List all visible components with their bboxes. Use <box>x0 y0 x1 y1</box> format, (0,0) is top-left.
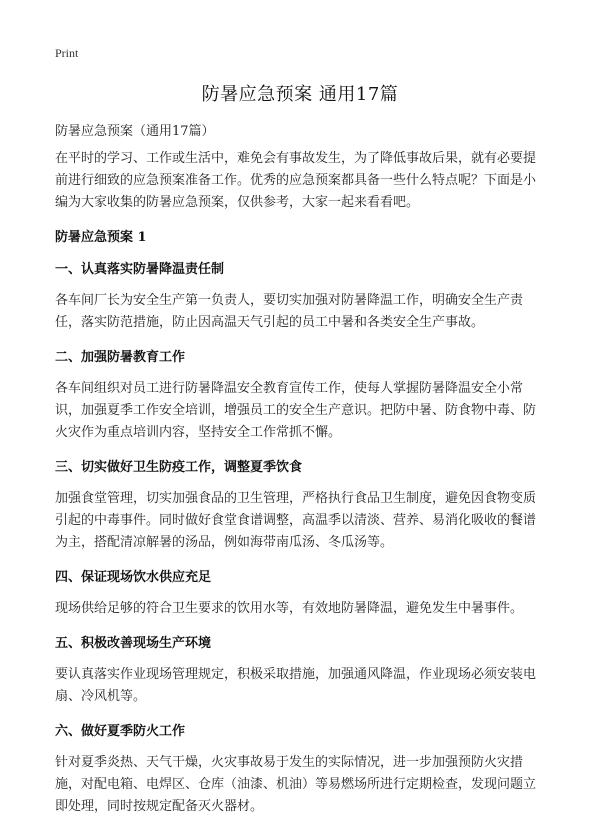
intro-paragraph: 在平时的学习、工作或生活中，难免会有事故发生，为了降低事故后果，就有必要提前进行细致的应急预案准备工作。优秀的应急预案都具备一些什么特点呢？下面是小编为大家收集的防暑应急预案，仅供参考，大家一起来看看吧。 <box>55 151 537 210</box>
section-body-3: 加强食堂管理，切实加强食品的卫生管理，严格执行食品卫生制度，避免因食物变质引起的中毒事件。同时做好食堂食谱调整，高温季以清淡、营养、易消化吸收的餐谱为主，搭配清凉解暑的汤品，例如海带南瓜汤、冬瓜汤等。 <box>55 491 537 550</box>
section-title-4: 四、保证现场饮水供应充足 <box>55 570 212 585</box>
section-body-5: 要认真落实作业现场管理规定，积极采取措施，加强通风降温，作业现场必须安装电扇、冷风机等。 <box>55 667 537 704</box>
section-body-1: 各车间厂长为安全生产第一负责人，要切实加强对防暑降温工作，明确安全生产责任，落实防范措施，防止因高温天气引起的员工中暑和各类安全生产事故。 <box>55 293 524 330</box>
section-title-2: 二、加强防暑教育工作 <box>55 350 186 365</box>
section-body-4: 现场供给足够的符合卫生要求的饮用水等，有效地防暑降温，避免发生中暑事件。 <box>55 601 524 616</box>
document-title: 防暑应急预案 通用17篇 <box>201 84 399 105</box>
section-body-6: 针对夏季炎热、天气干燥，火灾事故易于发生的实际情况，进一步加强预防火灾措施，对配电箱、电焊区、仓库（油漆、机油）等易燃场所进行定期检查，发现问题立即处理，同时按规定配备灭火器材。 <box>55 755 537 814</box>
section-title-1: 一、认真落实防暑降温责任制 <box>55 262 225 277</box>
document-subtitle: 防暑应急预案（通用17篇） <box>55 124 215 139</box>
section-body-2: 各车间组织对员工进行防暑降温安全教育宣传工作，使每人掌握防暑降温安全小常识，加强夏季工作安全培训，增强员工的安全生产意识。把防中暑、防食物中毒、防火灾作为重点培训内容，坚持安全工作常抓不懈。 <box>55 381 537 440</box>
print-label: Print <box>55 46 79 60</box>
plan-heading: 防暑应急预案 1 <box>55 230 147 245</box>
section-title-6: 六、做好夏季防火工作 <box>55 724 186 739</box>
document-content <box>55 148 545 832</box>
section-title-3: 三、切实做好卫生防疫工作，调整夏季饮食 <box>55 460 303 475</box>
section-title-5: 五、积极改善现场生产环境 <box>55 636 212 651</box>
